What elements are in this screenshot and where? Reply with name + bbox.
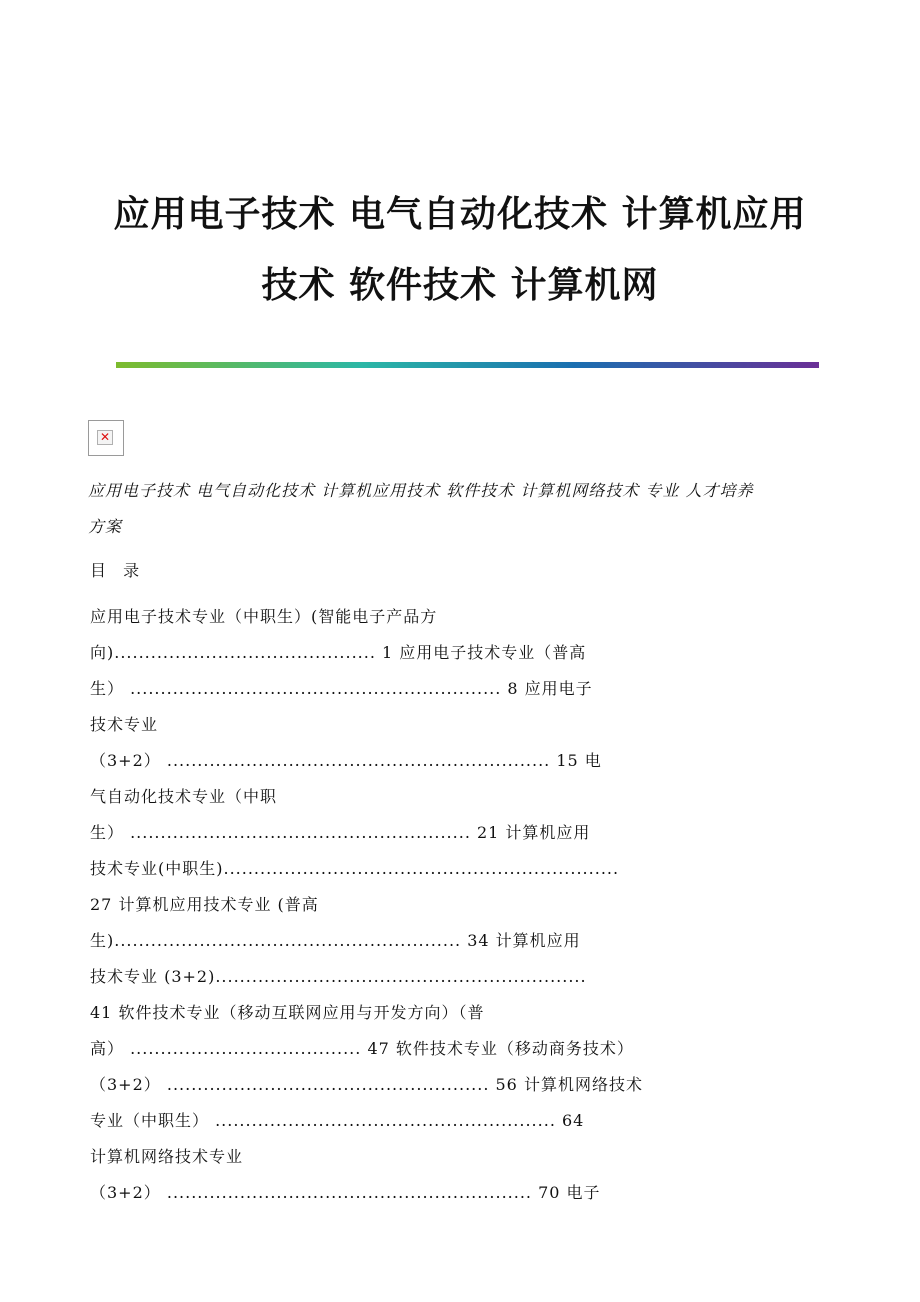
toc-line: （3+2） ............................................................ 70 电子 — [90, 1183, 601, 1202]
toc-line: （3+2） ..................................................... 56 计算机网络技术 — [90, 1075, 643, 1094]
toc-line: 应用电子技术专业（中职生）(智能电子产品方 — [90, 607, 438, 626]
toc-line: 向)........................................... 1 应用电子技术专业（普高 — [90, 643, 587, 662]
broken-image-icon — [88, 420, 124, 456]
toc-heading: 目 录 — [90, 561, 146, 580]
title-divider-bar — [116, 362, 819, 368]
document-title-line-2: 技术 软件技术 计算机网 — [261, 265, 659, 306]
toc-line: （3+2） ............................................................... 15 电 — [90, 751, 602, 770]
subtitle-line-2: 方案 — [88, 517, 123, 536]
toc-line: 计算机网络技术专业 — [90, 1147, 244, 1166]
toc-line: 技术专业(中职生)................................................................. — [90, 859, 620, 878]
toc-line: 27 计算机应用技术专业 (普高 — [90, 895, 319, 914]
toc-line: 生)......................................................... 34 计算机应用 — [90, 931, 581, 950]
toc-line: 生） ............................................................. 8 应用电子 — [90, 679, 593, 698]
subtitle-line-1: 应用电子技术 电气自动化技术 计算机应用技术 软件技术 计算机网络技术 专业 人才培养 — [88, 481, 754, 500]
toc-line: 技术专业 (3+2)............................................................. — [90, 967, 587, 986]
toc-line: 专业（中职生） ........................................................ 64 — [90, 1111, 585, 1130]
toc-line: 生） ........................................................ 21 计算机应用 — [90, 823, 591, 842]
toc-line: 技术专业 — [90, 715, 159, 734]
document-title-line-1: 应用电子技术 电气自动化技术 计算机应用 — [113, 194, 807, 235]
toc-line: 高） ...................................... 47 软件技术专业（移动商务技术） — [90, 1039, 634, 1058]
toc-line: 气自动化技术专业（中职 — [90, 787, 278, 806]
broken-image-glyph: ✕ — [97, 430, 113, 445]
toc-line: 41 软件技术专业（移动互联网应用与开发方向）（普 — [90, 1003, 485, 1022]
